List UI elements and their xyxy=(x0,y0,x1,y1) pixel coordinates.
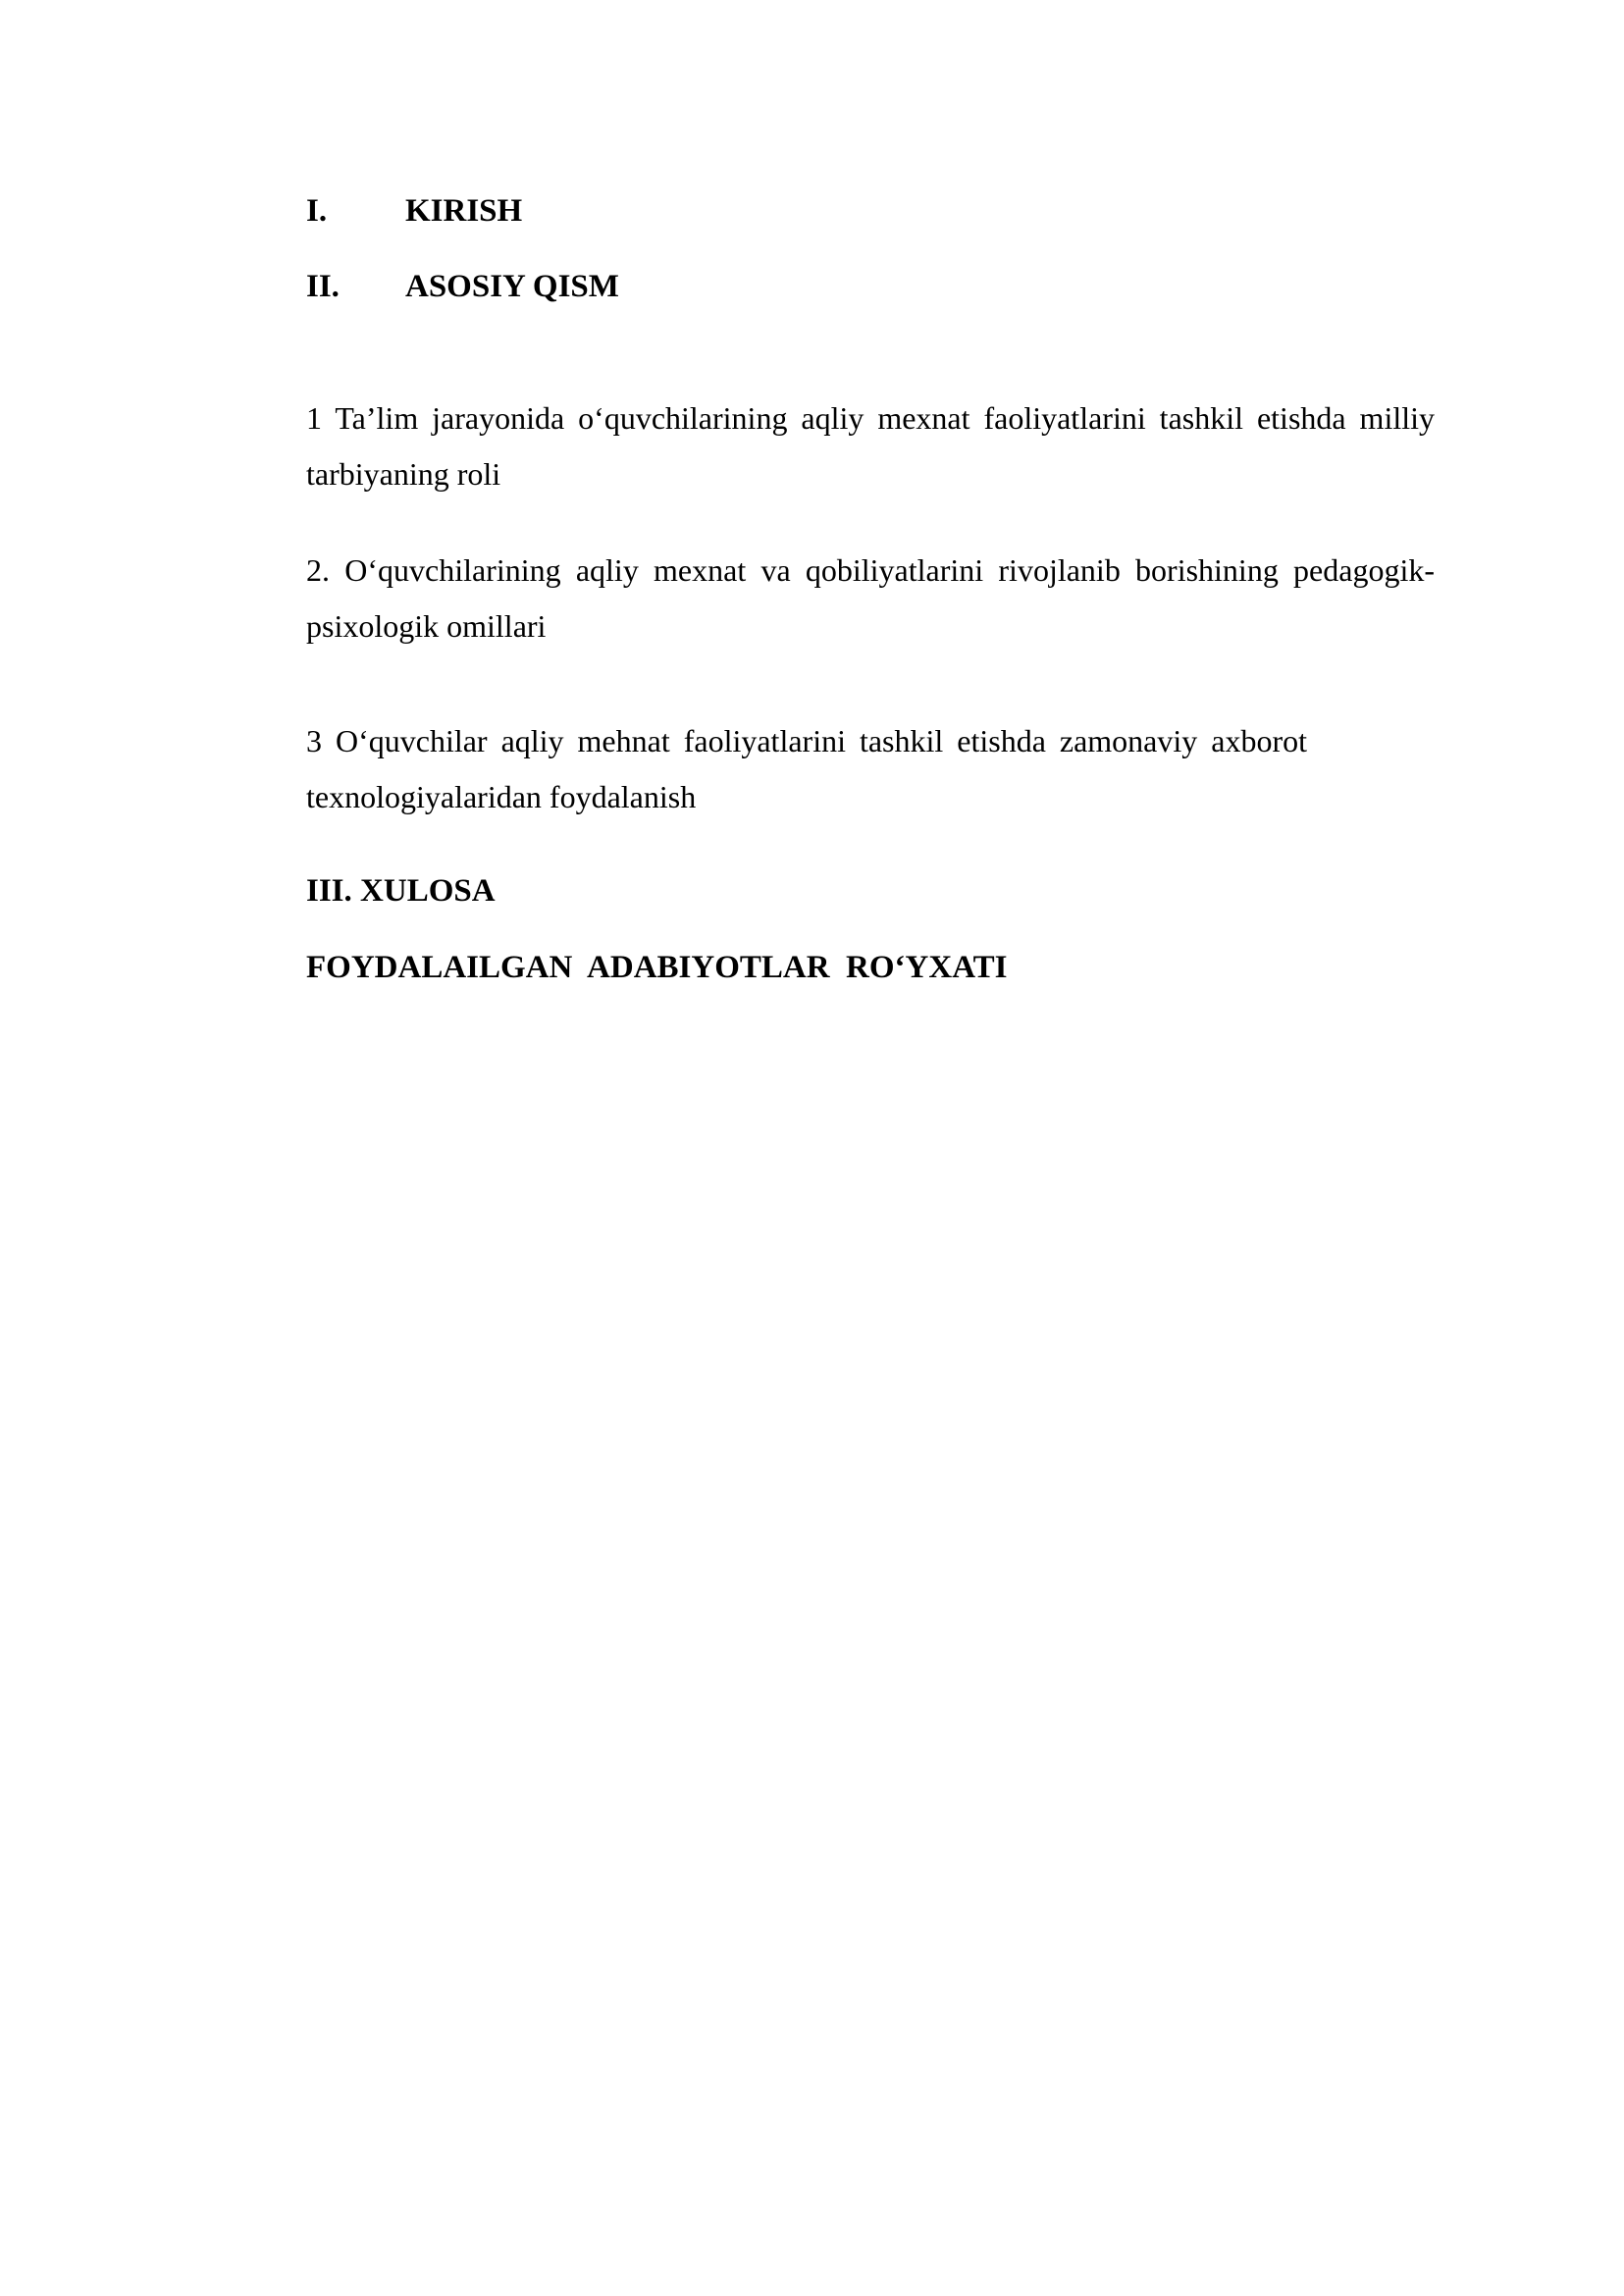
toc-item-line: tarbiyaning roli xyxy=(306,456,501,492)
toc-item-3 xyxy=(306,713,1307,825)
toc-heading-title: KIRISH xyxy=(405,193,523,229)
toc-heading-intro xyxy=(306,191,522,231)
toc-heading-main xyxy=(306,267,619,306)
toc-heading-number: I. xyxy=(306,193,328,229)
toc-item-line: 2. O‘quvchilarining aqliy mexnat va qobiliyatlarini rivojlanib borishining pedagogik- xyxy=(306,552,1435,588)
toc-item-2 xyxy=(306,543,1435,654)
toc-heading-conclusion: III. XULOSA xyxy=(306,873,496,909)
toc-item-line: psixologik omillari xyxy=(306,608,547,644)
toc-heading-title: ASOSIY QISM xyxy=(405,269,619,304)
toc-heading-number: II. xyxy=(306,269,340,304)
toc-item-line: 3 O‘quvchilar aqliy mehnat faoliyatlarini tashkil etishda zamonaviy axborot xyxy=(306,723,1307,758)
toc-heading-references: FOYDALAILGAN ADABIYOTLAR RO‘YXATI xyxy=(306,950,1008,985)
toc-item-line: texnologiyalaridan foydalanish xyxy=(306,779,697,814)
toc-item-line: 1 Ta’lim jarayonida o‘quvchilarining aqliy mexnat faoliyatlarini tashkil etishda milliy xyxy=(306,400,1435,436)
toc-item-1 xyxy=(306,391,1435,502)
